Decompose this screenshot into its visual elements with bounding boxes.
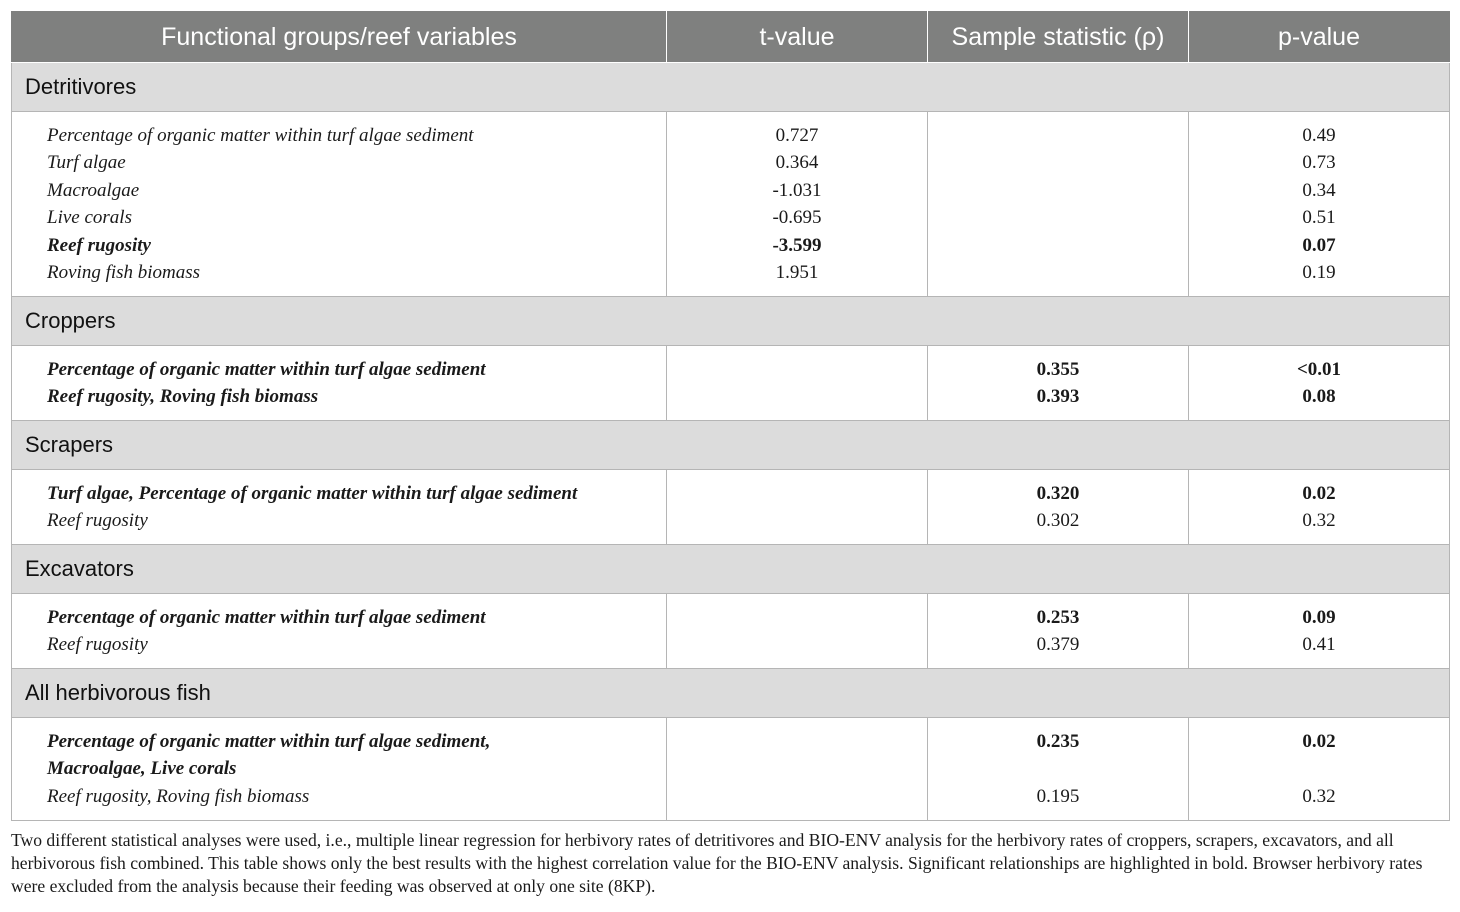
variable-label: Turf algae <box>47 152 126 174</box>
group-body-detritivores <box>12 112 1450 297</box>
header-functional-groups: Functional groups/reef variables <box>12 12 667 63</box>
sample-statistic: 0.379 <box>1036 634 1080 656</box>
sample-statistic-cell <box>928 470 1189 545</box>
t-value: 0.727 <box>775 125 819 146</box>
variables-cell <box>12 470 667 545</box>
sample-statistic-cell <box>928 112 1189 297</box>
variable-label: Reef rugosity <box>47 234 151 256</box>
group-title: Excavators <box>12 545 1450 594</box>
variable-label: Reef rugosity, Roving fish biomass <box>47 785 310 807</box>
p-value: 0.02 <box>1302 731 1336 752</box>
t-value: -1.031 <box>772 179 822 201</box>
variables-cell <box>12 718 667 821</box>
p-value: 0.51 <box>1302 207 1336 229</box>
p-value: 0.02 <box>1302 483 1336 504</box>
variable-label: Percentage of organic matter within turf algae sediment <box>47 125 474 146</box>
group-title: Detritivores <box>12 63 1450 112</box>
p-value: 0.41 <box>1302 634 1336 656</box>
group-row-croppers <box>12 297 1450 346</box>
results-table-container <box>11 11 1449 821</box>
p-value: 0.19 <box>1302 261 1336 283</box>
group-row-all-herbivorous-fish <box>12 669 1450 718</box>
group-row-scrapers <box>12 421 1450 470</box>
group-body-excavators <box>12 594 1450 669</box>
p-value-cell <box>1189 112 1450 297</box>
variable-label: Reef rugosity, Roving fish biomass <box>47 386 319 408</box>
group-row-detritivores <box>12 63 1450 112</box>
sample-statistic: 0.320 <box>1036 483 1080 504</box>
p-value: 0.09 <box>1302 607 1336 628</box>
results-table <box>11 11 1450 821</box>
sample-statistic: 0.302 <box>1036 510 1080 532</box>
header-t-value: t-value <box>667 12 928 63</box>
variable-label: Reef rugosity <box>47 510 148 532</box>
variable-label: Percentage of organic matter within turf algae sediment <box>47 359 486 380</box>
variable-label-continued: Macroalgae, Live corals <box>47 758 237 780</box>
p-value: 0.49 <box>1302 125 1336 146</box>
t-value: 0.364 <box>775 152 819 174</box>
p-value: <0.01 <box>1296 359 1342 380</box>
t-value-cell <box>667 346 928 421</box>
sample-statistic: 0.195 <box>1036 785 1080 807</box>
variable-label: Percentage of organic matter within turf algae sediment <box>47 607 486 628</box>
t-value-cell <box>667 112 928 297</box>
variable-label: Live corals <box>47 207 132 229</box>
t-value-cell <box>667 470 928 545</box>
sample-statistic-cell <box>928 718 1189 821</box>
variables-cell <box>12 346 667 421</box>
group-title: Scrapers <box>12 421 1450 470</box>
group-body-croppers <box>12 346 1450 421</box>
t-value-cell <box>667 594 928 669</box>
variables-cell <box>12 594 667 669</box>
sample-statistic: 0.393 <box>1036 386 1080 408</box>
sample-statistic-cell <box>928 594 1189 669</box>
p-value: 0.08 <box>1302 386 1336 408</box>
group-title: All herbivorous fish <box>12 669 1450 718</box>
spacer <box>1189 755 1449 782</box>
group-title: Croppers <box>12 297 1450 346</box>
spacer <box>928 755 1188 782</box>
group-body-all-herbivorous-fish <box>12 718 1450 821</box>
t-value: -0.695 <box>772 207 822 229</box>
variable-label: Macroalgae <box>47 179 140 201</box>
header-p-value: p-value <box>1189 12 1450 63</box>
group-body-scrapers <box>12 470 1450 545</box>
p-value: 0.73 <box>1302 152 1336 174</box>
variable-label: Percentage of organic matter within turf algae sediment, <box>47 731 491 752</box>
sample-statistic: 0.235 <box>1036 731 1080 752</box>
p-value: 0.07 <box>1302 234 1336 256</box>
p-value: 0.34 <box>1302 179 1336 201</box>
variable-label: Turf algae, Percentage of organic matter within turf algae sediment <box>47 483 578 504</box>
t-value: -3.599 <box>772 234 822 256</box>
group-row-excavators <box>12 545 1450 594</box>
p-value-cell <box>1189 718 1450 821</box>
variable-label: Roving fish biomass <box>47 261 201 283</box>
variables-cell <box>12 112 667 297</box>
table-header <box>12 12 1450 63</box>
t-value-cell <box>667 718 928 821</box>
sample-statistic-cell <box>928 346 1189 421</box>
p-value: 0.32 <box>1302 785 1336 807</box>
t-value: 1.951 <box>775 261 819 283</box>
table-footnote: Two different statistical analyses were used, i.e., multiple linear regression for herbivory rates of detritivores and BIO-ENV analysis for the herbivory rates of croppers, scrapers, excavators, and all herbivorous fish combined. This table shows only the best results with the highest correlation value for the BIO-ENV analysis. Significant relationships are highlighted in bold. Browser herbivory rates were excluded from the analysis because their feeding was observed at only one site (8KP). <box>11 830 1423 897</box>
variable-label: Reef rugosity <box>47 634 148 656</box>
sample-statistic: 0.253 <box>1036 607 1080 628</box>
p-value-cell <box>1189 346 1450 421</box>
p-value-cell <box>1189 594 1450 669</box>
p-value: 0.32 <box>1302 510 1336 532</box>
header-sample-statistic: Sample statistic (ρ) <box>928 12 1189 63</box>
p-value-cell <box>1189 470 1450 545</box>
sample-statistic: 0.355 <box>1036 359 1080 380</box>
